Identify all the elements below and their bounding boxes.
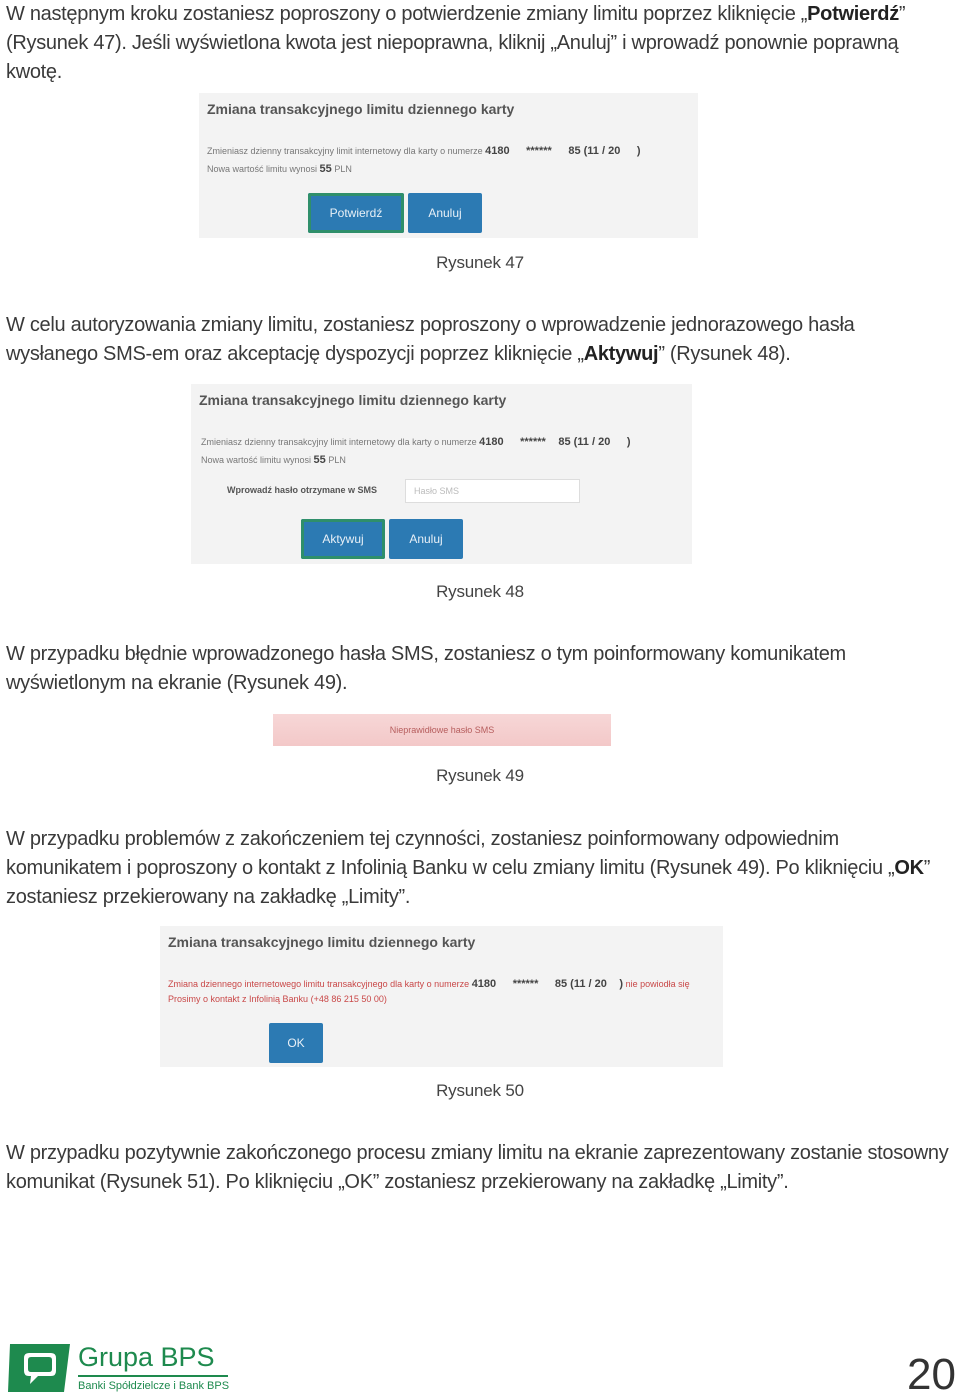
sms-label: Wprowadź hasło otrzymane w SMS bbox=[227, 485, 378, 495]
bold-confirm: Potwierdź bbox=[807, 3, 899, 25]
screenshot-fig50 bbox=[160, 926, 723, 1067]
caption-fig48: Rysunek 48 bbox=[436, 582, 524, 601]
shot-title: Zmiana transakcyjnego limitu dziennego karty bbox=[168, 934, 476, 950]
bold-ok: OK bbox=[894, 857, 924, 879]
activate-button[interactable]: Aktywuj bbox=[301, 519, 385, 559]
card-line: Zmieniasz dzienny transakcyjny limit internetowy dla karty o numerze 4180 ****** 85 (11 / 20 ) bbox=[201, 436, 631, 448]
card-line: Zmieniasz dzienny transakcyjny limit internetowy dla karty o numerze 4180 ****** 85 (11 / 20 ) bbox=[207, 145, 641, 157]
caption-fig50: Rysunek 50 bbox=[436, 1081, 524, 1100]
cancel-button[interactable]: Anuluj bbox=[389, 519, 463, 559]
grupa-bps-logo bbox=[8, 1340, 248, 1395]
paragraph-problem: W przypadku problemów z zakończeniem tej czynności, zostaniesz poinformowany odpowiednim komunikatem i poproszony o kontakt z Infolinią Banku w celu zmiany limitu (Rysunek 49). Po kliknięciu „OK” zostaniesz przekierowany na zakładkę „Limity”. bbox=[6, 828, 931, 908]
bold-activate: Aktywuj bbox=[583, 343, 659, 365]
sms-input[interactable]: Hasło SMS bbox=[405, 479, 580, 503]
confirm-button[interactable]: Potwierdź bbox=[308, 193, 404, 233]
paragraph-sms-error: W przypadku błędnie wprowadzonego hasła SMS, zostaniesz o tym poinformowany komunikatem wyświetlonym na ekranie (Rysunek 49). bbox=[6, 643, 846, 694]
error-line-2: Prosimy o kontakt z Infolinią Banku (+48 86 215 50 00) bbox=[168, 994, 387, 1004]
brand-underline bbox=[78, 1375, 228, 1377]
error-line-1: Zmiana dziennego internetowego limitu transakcyjnego dla karty o numerze 4180 ****** 85 (11 / 20 ) nie powiodła się bbox=[168, 978, 690, 990]
caption-fig47: Rysunek 47 bbox=[436, 253, 524, 272]
screenshot-fig47 bbox=[199, 93, 698, 238]
cancel-button[interactable]: Anuluj bbox=[408, 193, 482, 233]
amount-line: Nowa wartość limitu wynosi 55 PLN bbox=[201, 454, 346, 466]
brand-name: Grupa BPS bbox=[78, 1342, 215, 1372]
amount-line: Nowa wartość limitu wynosi 55 PLN bbox=[207, 163, 352, 175]
paragraph-success: W przypadku pozytywnie zakończonego procesu zmiany limitu na ekranie zaprezentowany zostanie stosowny komunikat (Rysunek 51). Po kliknięciu „OK” zostaniesz przekierowany na zakładkę „Limity”. bbox=[6, 1142, 949, 1193]
ok-button[interactable]: OK bbox=[269, 1023, 323, 1063]
shot-title: Zmiana transakcyjnego limitu dziennego karty bbox=[199, 392, 507, 408]
brand-tagline: Banki Spółdzielcze i Bank BPS bbox=[78, 1380, 230, 1392]
paragraph-activate: W celu autoryzowania zmiany limitu, zostaniesz poproszony o wprowadzenie jednorazowego hasła wysłanego SMS-em oraz akceptację dyspozycji poprzez kliknięcie „Aktywuj” (Rysunek 48). bbox=[6, 314, 855, 365]
paragraph-confirm: W następnym kroku zostaniesz poproszony o potwierdzenie zmiany limitu poprzez kliknięcie „Potwierdź” (Rysunek 47). Jeśli wyświetlona kwota jest niepoprawna, kliknij „Anuluj” i wprowadź ponownie poprawną kwotę. bbox=[6, 3, 906, 83]
shot-title: Zmiana transakcyjnego limitu dziennego karty bbox=[207, 101, 515, 117]
page-number: 20 bbox=[907, 1350, 956, 1399]
screenshot-fig48 bbox=[191, 384, 692, 564]
caption-fig49: Rysunek 49 bbox=[436, 766, 524, 785]
error-banner: Nieprawidłowe hasło SMS bbox=[273, 714, 611, 746]
